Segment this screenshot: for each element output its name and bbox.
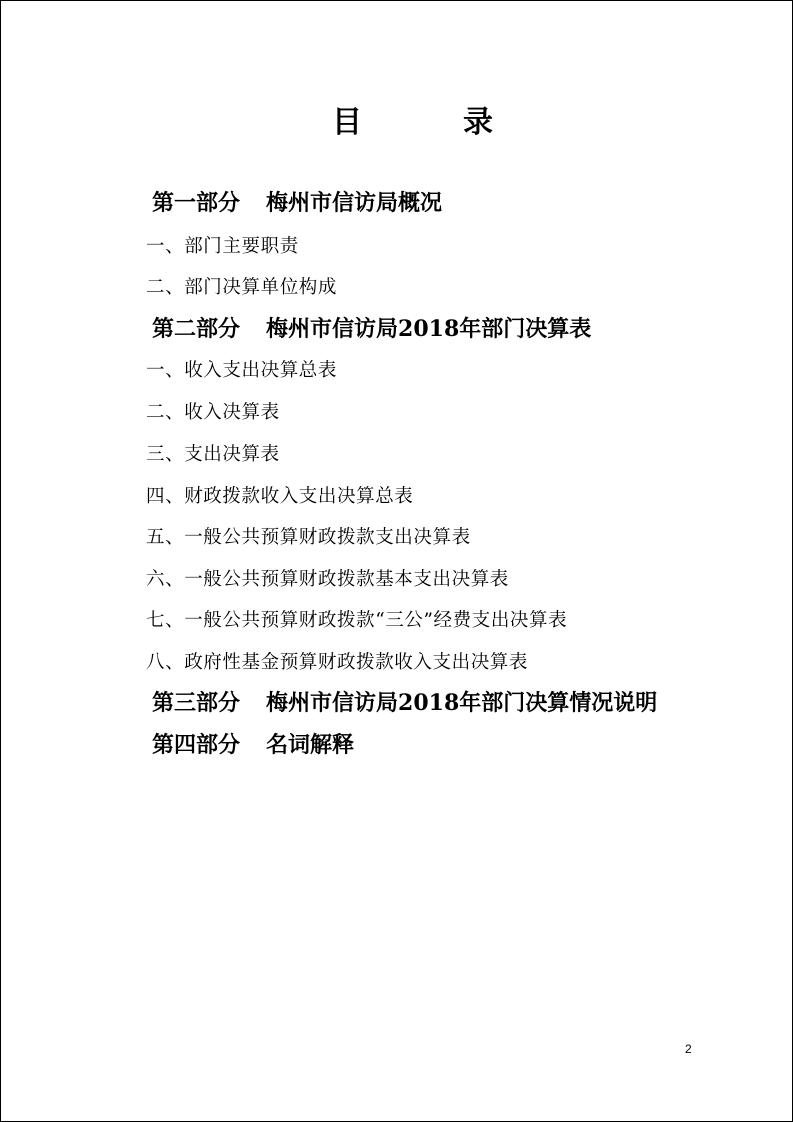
toc-part-1 [152,186,442,217]
toc-part-label: 第二部分 [152,316,241,342]
toc-part-text: 名词解释 [266,732,355,758]
toc-part-text: 梅州市信访局2018年部门决算情况说明 [266,690,658,716]
toc-item: 一、部门主要职责 [146,236,299,257]
toc-item: 八、政府性基金预算财政拨款收入支出决算表 [146,652,529,673]
toc-part-4 [152,728,354,759]
toc-part-2 [152,312,591,343]
toc-item: 七、一般公共预算财政拨款“三公”经费支出决算表 [146,610,568,631]
toc-item: 四、财政拨款收入支出决算总表 [146,486,414,507]
toc-title [1,97,792,141]
toc-part-label: 第三部分 [152,690,241,716]
toc-item: 三、支出决算表 [146,444,280,465]
toc-part-label: 第四部分 [152,732,241,758]
page-number: 2 [685,1042,692,1056]
toc-item: 一、收入支出决算总表 [146,360,338,381]
toc-part-3 [152,686,657,717]
toc-title-char-1: 目 [332,105,362,140]
toc-item: 五、一般公共预算财政拨款支出决算表 [146,527,471,548]
toc-part-label: 第一部分 [152,190,241,216]
toc-item: 六、一般公共预算财政拨款基本支出决算表 [146,569,509,590]
toc-part-text: 梅州市信访局2018年部门决算表 [266,316,592,342]
toc-title-char-2: 录 [463,105,493,140]
toc-item: 二、部门决算单位构成 [146,277,338,298]
toc-item: 二、收入决算表 [146,402,280,423]
toc-part-text: 梅州市信访局概况 [266,190,443,216]
